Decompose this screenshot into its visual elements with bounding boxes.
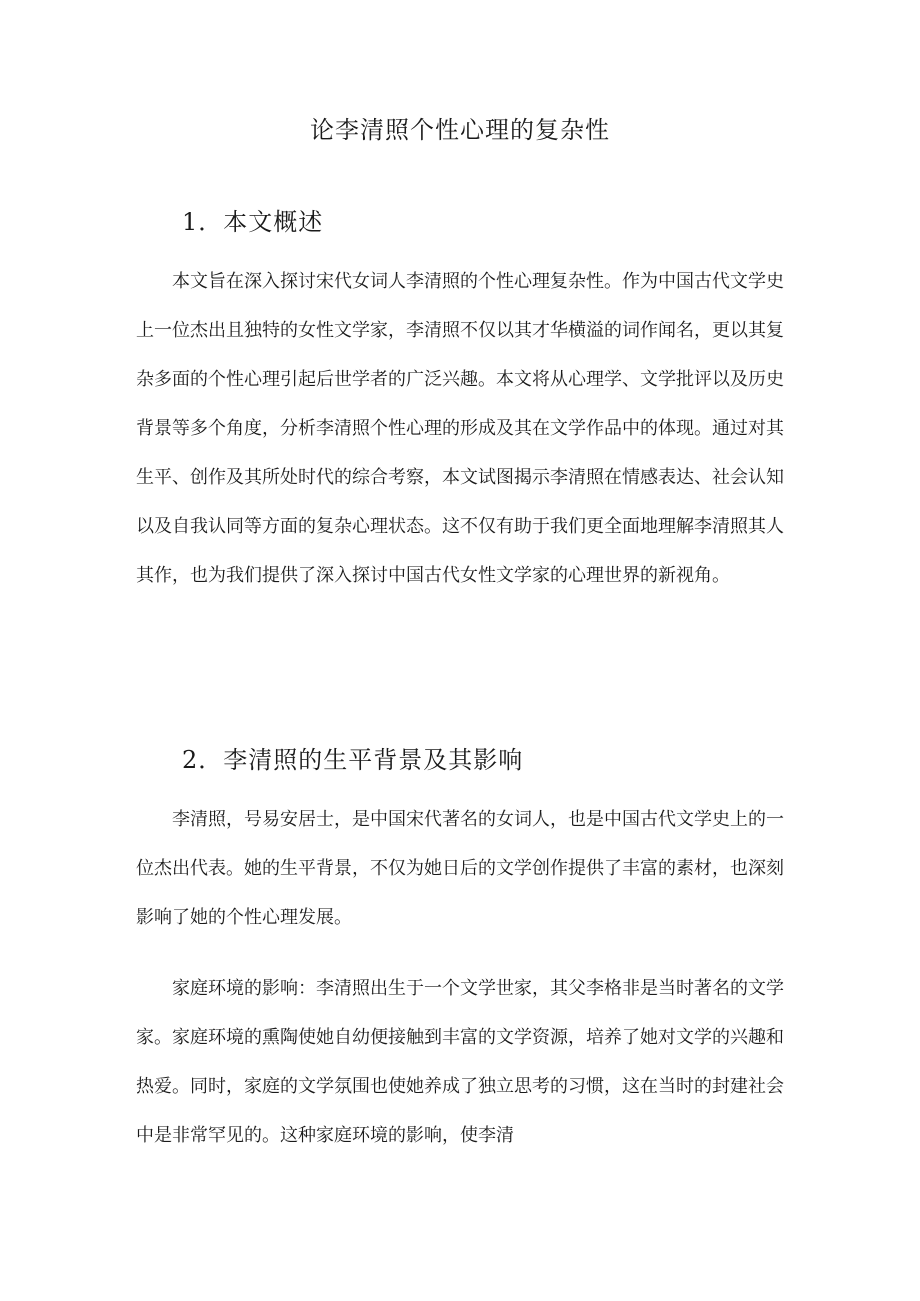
document-title: 论李清照个性心理的复杂性 <box>310 116 610 144</box>
paragraph-biography: 李清照，号易安居士，是中国宋代著名的女词人，也是中国古代文学史上的一位杰出代表。她的生平背景，不仅为她日后的文学创作提供了丰富的素材，也深刻影响了她的个性心理发展。 <box>136 809 784 928</box>
paragraph-family-influence: 家庭环境的影响：李清照出生于一个文学世家，其父李格非是当时著名的文学家。家庭环境的熏陶使她自幼便接触到丰富的文学资源，培养了她对文学的兴趣和热爱。同时，家庭的文学氛围也使她养成了独立思考的习惯，这在当时的封建社会中是非常罕见的。这种家庭环境的影响，使李清 <box>136 978 784 1146</box>
paragraph-overview: 本文旨在深入探讨宋代女词人李清照的个性心理复杂性。作为中国古代文学史上一位杰出且独特的女性文学家，李清照不仅以其才华横溢的词作闻名，更以其复杂多面的个性心理引起后世学者的广泛兴趣。本文将从心理学、文学批评以及历史背景等多个角度，分析李清照个性心理的形成及其在文学作品中的体现。通过对其生平、创作及其所处时代的综合考察，本文试图揭示李清照在情感表达、社会认知以及自我认同等方面的复杂心理状态。这不仅有助于我们更全面地理解李清照其人其作，也为我们提供了深入探讨中国古代女性文学家的心理世界的新视角。 <box>136 271 784 586</box>
section-heading-2: 2．李清照的生平背景及其影响 <box>182 746 524 774</box>
section-heading-1: 1．本文概述 <box>182 208 324 236</box>
